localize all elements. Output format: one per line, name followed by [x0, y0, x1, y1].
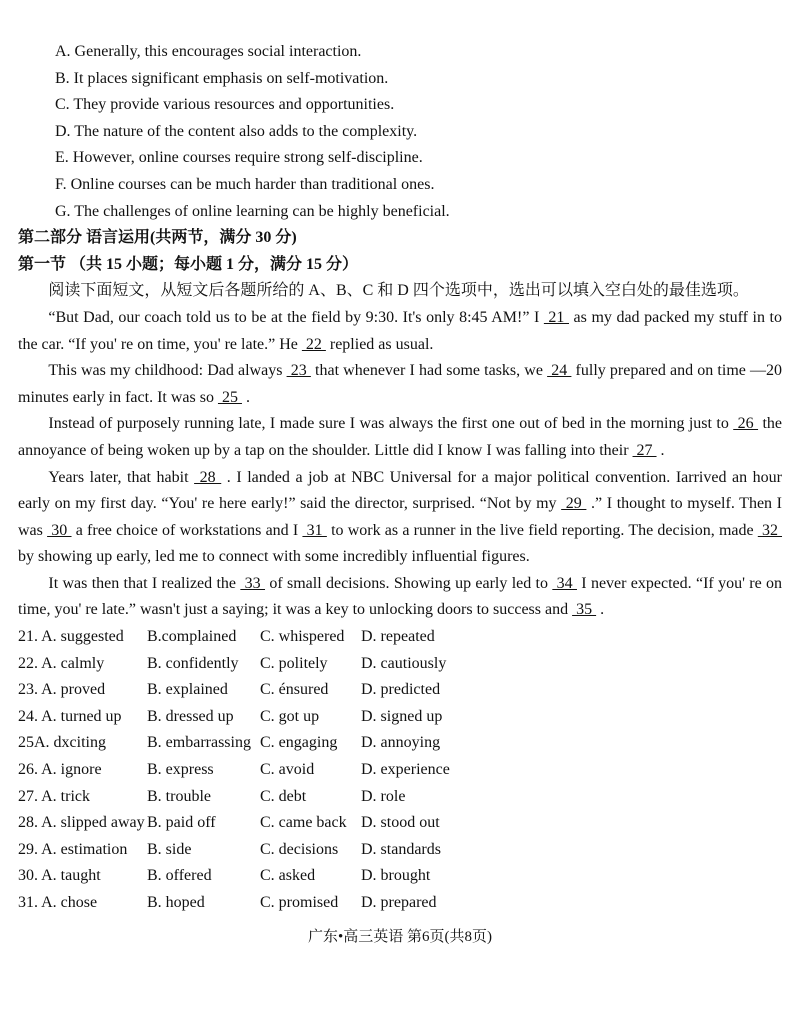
question-option: B.complained	[147, 628, 237, 646]
question-row	[18, 704, 782, 731]
question-number-and-option-a: 26. A. ignore	[18, 761, 102, 779]
question-option: D. signed up	[361, 707, 443, 725]
question-option: C. whispered	[260, 628, 345, 646]
reading-option-line: F. Online courses can be much harder than traditional ones.	[55, 175, 435, 193]
reading-option-line: C. They provide various resources and opportunities.	[55, 96, 395, 114]
question-number-and-option-a: 22. A. calmly	[18, 654, 105, 672]
question-row	[18, 757, 782, 784]
blank-35: 35	[572, 601, 597, 619]
question-option: D. experience	[361, 761, 450, 779]
question-option: D. role	[361, 787, 406, 805]
cloze-question-list	[18, 624, 782, 917]
question-option: B. offered	[147, 867, 212, 885]
blank-30: 30	[47, 521, 72, 539]
question-option: B. confidently	[147, 654, 239, 672]
blank-22: 22	[301, 335, 326, 353]
section1-heading: 第一节 （共 15 小题；每小题 1 分，满分 15 分）	[18, 255, 359, 273]
cloze-instructions: 阅读下面短文，从短文后各题所给的 A、B、C 和 D 四个选项中，选出可以填入空白处的最佳选项。	[48, 282, 749, 300]
blank-21: 21	[543, 308, 569, 326]
question-number-and-option-a: 23. A. proved	[18, 681, 106, 699]
blank-28: 28	[194, 468, 222, 486]
question-number-and-option-a: 30. A. taught	[18, 867, 101, 885]
question-number-and-option-a: 29. A. estimation	[18, 840, 128, 858]
question-number-and-option-a: 27. A. trick	[18, 787, 90, 805]
question-option: C. avoid	[260, 761, 315, 779]
question-option: D. standards	[361, 840, 441, 858]
blank-23: 23	[286, 362, 311, 380]
reading-option-line: E. However, online courses require strong self-discipline.	[55, 149, 423, 167]
question-option: D. annoying	[361, 734, 441, 752]
question-number-and-option-a: 31. A. chose	[18, 894, 98, 911]
question-option: C. got up	[260, 707, 320, 725]
question-option: C. énsured	[260, 681, 329, 699]
question-option: B. trouble	[147, 787, 211, 805]
question-option: B. explained	[147, 681, 228, 699]
blank-29: 29	[561, 495, 587, 513]
question-row	[18, 863, 782, 890]
question-option: D. repeated	[361, 628, 435, 646]
blank-34: 34	[552, 574, 577, 592]
question-option: B. embarrassing	[147, 734, 251, 752]
question-row	[18, 677, 782, 704]
question-row	[18, 730, 782, 757]
question-option: C. came back	[260, 814, 347, 832]
question-option: C. debt	[260, 787, 307, 805]
question-option: B. dressed up	[147, 707, 234, 725]
question-number-and-option-a: 28. A. slipped away	[18, 814, 145, 832]
question-option: B. paid off	[147, 814, 216, 832]
question-row	[18, 651, 782, 678]
blank-27: 27	[632, 441, 657, 459]
blank-31: 31	[302, 521, 327, 539]
reading-option-line: B. It places significant emphasis on self-motivation.	[55, 69, 389, 87]
passage-paragraph: Years later, that habit 28 . I landed a job at NBC Universal for a major political convention. Iarrived an hour early on my first day. “You' re here early!” said the director, surprised. “Not by my 29 .” I thought to myself. Then I was 30 a free choice of workstations and I 31 to work as a runner in the live field reporting. The decision, made 32 by showing up early, led me to connect with some incredibly influential figures.	[18, 468, 783, 566]
blank-26: 26	[733, 415, 759, 433]
blank-25: 25	[217, 388, 242, 406]
page-footer: 广东•高三英语 第6页(共8页)	[308, 928, 492, 945]
question-row	[18, 890, 782, 917]
part2-heading: 第二部分 语言运用(共两节，满分 30 分)	[18, 229, 297, 247]
question-option: D. brought	[361, 867, 431, 885]
reading-option-line: A. Generally, this encourages social interaction.	[55, 43, 362, 60]
question-number-and-option-a: 24. A. turned up	[18, 707, 122, 725]
question-option: D. cautiously	[361, 654, 447, 672]
question-number-and-option-a: 25A. dxciting	[18, 734, 106, 752]
blank-33: 33	[240, 574, 266, 592]
question-option: C. politely	[260, 654, 328, 672]
question-row	[18, 624, 782, 651]
question-row	[18, 810, 782, 837]
question-option: D. prepared	[361, 894, 437, 911]
question-option: B. express	[147, 761, 214, 779]
passage-paragraph: It was then that I realized the 33 of small decisions. Showing up early led to 34 I never expected. “If you' re on time, you' re late.” wasn't just a saying; it was a key to unlocking doors to success and 35 .	[18, 574, 783, 619]
passage-paragraph: Instead of purposely running late, I made sure I was always the first one out of bed in the morning just to 26 the annoyance of being woken up by a tap on the shoulder. Little did I know I was falling into their 27 .	[18, 415, 783, 459]
blank-24: 24	[547, 362, 572, 380]
cloze-passage	[18, 305, 782, 624]
passage-paragraph: “But Dad, our coach told us to be at the field by 9:30. It's only 8:45 AM!” I 21 as my dad packed my stuff in to the car. “If you' re on time, you' re late.” He 22 replied as usual.	[18, 308, 783, 353]
blank-32: 32	[757, 521, 783, 539]
reading-options-list	[18, 39, 782, 225]
question-number-and-option-a: 21. A. suggested	[18, 628, 124, 646]
question-row	[18, 837, 782, 864]
reading-option-line: D. The nature of the content also adds to the complexity.	[55, 122, 418, 140]
question-option: D. predicted	[361, 681, 441, 699]
question-option: C. engaging	[260, 734, 338, 752]
question-option: B. side	[147, 840, 192, 858]
question-option: B. hoped	[147, 894, 205, 911]
question-option: D. stood out	[361, 814, 440, 832]
reading-option-line: G. The challenges of online learning can be highly beneficial.	[55, 202, 450, 220]
question-option: C. decisions	[260, 840, 339, 858]
question-option: C. promised	[260, 894, 339, 911]
question-option: C. asked	[260, 867, 316, 885]
passage-paragraph: This was my childhood: Dad always 23 that whenever I had some tasks, we 24 fully prepared and on time —20 minutes early in fact. It was so 25 .	[18, 362, 783, 406]
question-row	[18, 784, 782, 811]
